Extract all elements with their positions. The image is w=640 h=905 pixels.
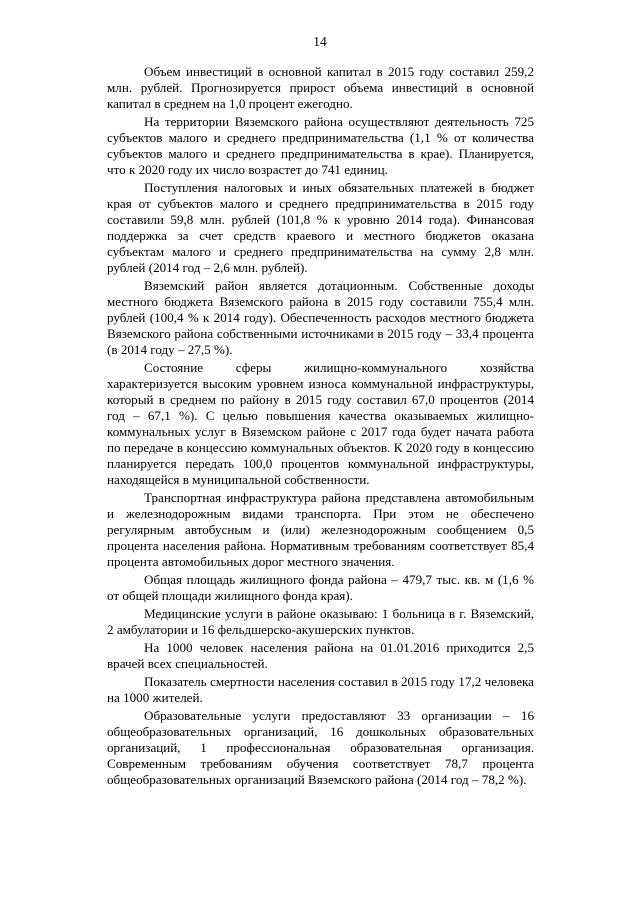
paragraph-education: Образовательные услуги предоставляют 33 организации – 16 общеобразовательных организаций, 16 дошкольных образовательных организаций, 1 профессиональная образовательная организация. Современным требованиям обучения соответствует 78,7 процента общеобразовательных организаций Вяземского района (2014 год – 78,2 %).: [107, 708, 534, 787]
paragraph-investment: Объем инвестиций в основной капитал в 2015 году составил 259,2 млн. рублей. Прогнозируется прирост объема инвестиций в основной капитал в среднем на 1,0 процент ежегодно.: [107, 64, 534, 111]
paragraph-small-business-count: На территории Вяземского района осуществляют деятельность 725 субъектов малого и среднего предпринимательства (1,1 % от количества субъектов малого и среднего предпринимательства в крае). Планируется, что к 2020 году их число возрастет до 741 единиц.: [107, 114, 534, 177]
paragraph-doctors: На 1000 человек населения района на 01.01.2016 приходится 2,5 врачей всех специальностей.: [107, 640, 534, 671]
paragraph-tax-revenue: Поступления налоговых и иных обязательных платежей в бюджет края от субъектов малого и среднего предпринимательства в 2015 году составили 59,8 млн. рублей (101,8 % к уровню 2014 года). Финансовая поддержка за счет средств краевого и местного бюджетов оказана субъектам малого и среднего предпринимательства на сумму 2,8 млн. рублей (2014 год – 2,6 млн. рублей).: [107, 180, 534, 275]
paragraph-medical-services: Медицинские услуги в районе оказываю: 1 больница в г. Вяземский, 2 амбулатории и 16 фельдшерско-акушерских пунктов.: [107, 606, 534, 637]
document-body: [107, 64, 534, 790]
paragraph-mortality: Показатель смертности населения составил в 2015 году 17,2 человека на 1000 жителей.: [107, 674, 534, 705]
paragraph-budget: Вяземский район является дотационным. Собственные доходы местного бюджета Вяземского района в 2015 году составили 755,4 млн. рублей (100,4 % к 2014 году). Обеспеченность расходов местного бюджета Вяземского района собственными источниками в 2015 году – 33,4 процента (в 2014 году – 27,5 %).: [107, 278, 534, 357]
page-number: 14: [313, 34, 327, 49]
paragraph-transport: Транспортная инфраструктура района представлена автомобильным и железнодорожным видами транспорта. При этом не обеспечено регулярным автобусным и (или) железнодорожным сообщением 0,5 процента населения района. Нормативным требованиям соответствует 85,4 процента автомобильных дорог местного значения.: [107, 490, 534, 569]
paragraph-housing-area: Общая площадь жилищного фонда района – 479,7 тыс. кв. м (1,6 % от общей площади жилищного фонда края).: [107, 572, 534, 603]
paragraph-housing-utilities: Состояние сферы жилищно-коммунального хозяйства характеризуется высоким уровнем износа коммунальной инфраструктуры, который в среднем по району в 2015 году составил 67,0 процентов (2014 год – 67,1 %). С целью повышения качества оказываемых жилищно-коммунальных услуг в Вяземском районе с 2017 года будет начата работа по передаче в концессию коммунальных объектов. К 2020 году в концессию планируется передать 100,0 процентов коммунальной инфраструктуры, находящейся в муниципальной собственности.: [107, 360, 534, 487]
